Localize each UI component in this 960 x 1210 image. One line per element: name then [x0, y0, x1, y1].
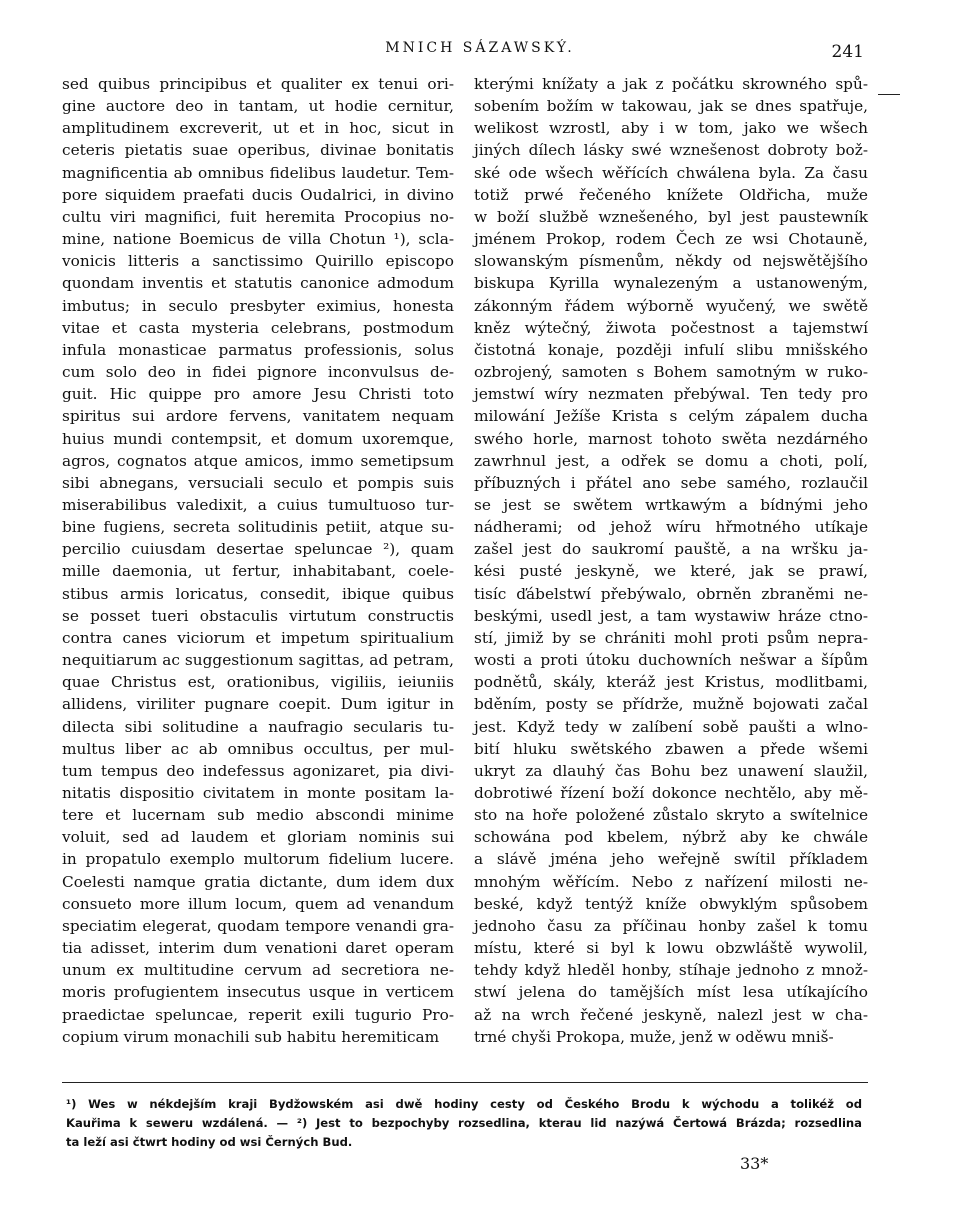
text-line: sibi abnegans, versuciali seculo et pompis suis	[62, 473, 454, 492]
text-line: speciatim elegerat, quodam tempore venandi gra-	[62, 916, 454, 935]
page-header	[0, 40, 960, 64]
text-line: beskými, usedl jest, a tam wystawiw hráze ctno-	[474, 606, 868, 625]
text-line: místu, které si byl k lowu obzwláště wywolil,	[474, 939, 868, 958]
text-line: Coelesti namque gratia dictante, dum idem dux	[62, 872, 454, 891]
text-line: stí, jimiž by se chrániti mohl proti psům nepra-	[474, 628, 868, 647]
text-line: totiž prwé řečeného knížete Oldřicha, muže	[474, 185, 868, 204]
text-line: bine fugiens, secreta solitudinis petiit, atque su-	[62, 518, 454, 537]
text-line: slowanským písmenům, někdy od nejswětějšího	[474, 252, 868, 271]
text-line: swého horle, marnost tohoto swěta nezdárného	[474, 429, 868, 448]
text-line: podnětů, skály, kteráž jest Kristus, modlitbami,	[474, 673, 868, 692]
text-line: ské ode wšech wěřících chwálena byla. Za času	[474, 163, 868, 182]
text-line: sed quibus principibus et qualiter ex tenui ori-	[62, 75, 454, 93]
text-line: cum solo deo in fidei pignore inconvulsus de-	[62, 363, 454, 382]
text-line: jest. Když tedy w zalíbení sobě paušti a wlno-	[474, 717, 868, 736]
text-line: multus liber ac ab omnibus occultus, per mul-	[62, 739, 454, 758]
text-line: až na wrch řečené jeskyně, nalezl jest w cha-	[474, 1005, 868, 1024]
text-line: amplitudinem excreverit, ut et in hoc, sicut in	[62, 119, 454, 138]
czech-text-column	[474, 73, 868, 1048]
text-line: voluit, sed ad laudem et gloriam nominis sui	[62, 828, 454, 847]
text-line: quae Christus est, orationibus, vigiliis, ieiuniis	[62, 673, 454, 692]
text-line: mnohým wěřícím. Nebo z nařízení milosti ne-	[474, 872, 868, 891]
text-line: jednoho času za příčinau honby zašel k tomu	[474, 916, 868, 935]
text-line: copium virum monachili sub habitu heremiticam	[62, 1027, 440, 1046]
text-line: se posset tueri obstaculis virtutum constructis	[62, 606, 454, 625]
text-line: allidens, viriliter pugnare coepit. Dum igitur in	[62, 695, 454, 714]
text-line: magnificentia ab omnibus fidelibus laudetur. Tem-	[62, 163, 454, 182]
text-line: agros, cognatos atque amicos, immo semetipsum	[62, 451, 454, 470]
text-line: zašel jest do saukromí pauště, a na wršku ja-	[474, 540, 868, 559]
text-line: milowání Ježíše Krista s celým zápalem ducha	[474, 407, 868, 426]
text-line: jménem Prokop, rodem Čech ze wsi Chotauně,	[474, 230, 868, 249]
text-line: tehdy když hleděl honby, stíhaje jednoho z množ-	[474, 961, 868, 980]
text-line: huius mundi contempsit, et domum uxoremque,	[62, 429, 454, 448]
text-line: vonicis litteris a sanctissimo Quirillo episcopo	[62, 252, 454, 271]
text-line: consueto more illum locum, quem ad venandum	[62, 894, 454, 913]
text-line: nitatis dispositio civitatem in monte positam la-	[62, 784, 454, 802]
text-line: vitae et casta mysteria celebrans, postmodum	[62, 318, 454, 337]
footnote-line: ta leží asi čtwrt hodiny od wsi Černých Bud.	[66, 1135, 353, 1149]
text-line: wosti a proti útoku duchowních nešwar a šípům	[474, 651, 868, 670]
text-line: kterými knížaty a jak z počátku skrowného spů-	[474, 75, 868, 93]
text-line: tere et lucernam sub medio abscondi minime	[62, 806, 454, 825]
text-line: tisíc ďábelstwí přebýwalo, obrněn zbraněmi ne-	[474, 584, 868, 603]
text-line: kési pusté jeskyně, we které, jak se prawí,	[474, 562, 868, 581]
text-line: trné chyši Prokopa, muže, jenž w oděwu mniš-	[474, 1027, 834, 1046]
text-line: spiritus sui ardore fervens, vanitatem nequam	[62, 407, 454, 426]
text-line: welikost wzrostl, aby i w tom, jako we wšech	[474, 119, 868, 138]
text-line: mine, natione Boemicus de villa Chotun ¹), scla-	[62, 230, 454, 249]
text-line: mille daemonia, ut fertur, inhabitabant, coele-	[62, 562, 454, 581]
text-line: guit. Hic quippe pro amore Jesu Christi toto	[62, 385, 454, 404]
text-line: cultu viri magnifici, fuit heremita Procopius no-	[62, 207, 454, 226]
text-line: ceteris pietatis suae operibus, divinae bonitatis	[62, 141, 454, 160]
text-line: a slávě jména jeho weřejně swítil příkladem	[474, 850, 868, 869]
text-line: dobrotiwé řízení boží dokonce nechtělo, aby mě-	[474, 784, 868, 802]
text-line: bděním, posty se přídrže, mužně bojowati začal	[474, 695, 868, 714]
text-line: in propatulo exemplo multorum fidelium lucere.	[62, 850, 454, 869]
text-line: moris profugientem insecutus usque in verticem	[62, 983, 454, 1002]
text-line: infula monasticae parmatus professionis, solus	[62, 340, 454, 359]
text-line: ukryt za dlauhý čas Bohu bez unawení slaužil,	[474, 761, 868, 780]
text-line: sobením božím w takowau, jak se dnes spatřuje,	[474, 97, 868, 116]
latin-text-column	[62, 73, 454, 1048]
text-line: percilio cuiusdam desertae speluncae ²), quam	[62, 540, 454, 559]
text-line: tum tempus deo indefessus agonizaret, pia divi-	[62, 761, 454, 780]
text-line: dilecta sibi solitudine a naufragio secularis tu-	[62, 717, 454, 736]
text-line: čistotná konaje, později infulí slibu mnišského	[474, 340, 868, 359]
text-line: bití hluku swětského zbawen a přede wšemi	[474, 739, 868, 758]
text-line: kněz wýtečný, žiwota počestnost a tajemstwí	[474, 318, 868, 337]
running-head: MNICH SÁZAWSKÝ.	[385, 40, 575, 56]
text-line: zawrhnul jest, a odřek se domu a choti, polí,	[474, 451, 868, 470]
text-line: tia adisset, interim dum venationi daret operam	[62, 939, 454, 958]
text-line: příbuzných i přátel ano sebe samého, rozlaučil	[474, 473, 868, 492]
text-line: gine auctore deo in tantam, ut hodie cernitur,	[62, 97, 454, 116]
text-line: unum ex multitudine cervum ad secretiora ne-	[62, 961, 454, 980]
text-line: sto na hoře položené zůstalo skryto a swítelnice	[474, 806, 868, 825]
text-line: quondam inventis et statutis canonice admodum	[62, 274, 454, 293]
text-line: praedictae speluncae, reperit exili tugurio Pro-	[62, 1005, 454, 1024]
text-line: se jest se swětem wrtkawým a bídnými jeho	[474, 495, 868, 514]
text-line: miserabilibus valedixit, a cuius tumultuoso tur-	[62, 495, 454, 514]
footnote-rule	[62, 1082, 868, 1083]
text-line: jiných dílech lásky swé wznešenost dobroty bož-	[474, 141, 868, 160]
text-line: schowána pod kbelem, nýbrž aby ke chwále	[474, 828, 868, 847]
text-line: imbutus; in seculo presbyter eximius, honesta	[62, 296, 454, 315]
signature-mark: 33*	[740, 1154, 769, 1173]
text-line: ozbrojený, samoten s Bohem samotným w ruko-	[474, 363, 868, 382]
text-line: pore siquidem praefati ducis Oudalrici, in divino	[62, 185, 454, 204]
page-number: 241	[831, 42, 864, 62]
text-line: nequitiarum ac suggestionum sagittas, ad petram,	[62, 651, 454, 670]
text-line: jemstwí wíry nezmaten přebýwal. Ten tedy pro	[474, 385, 868, 404]
text-line: beské, když tentýž kníže obwyklým spůsobem	[474, 894, 868, 913]
text-line: contra canes viciorum et impetum spiritualium	[62, 628, 454, 647]
margin-dash	[878, 94, 900, 95]
text-line: zákonným řádem wýborně wyučený, we swětě	[474, 296, 868, 315]
text-line: biskupa Kyrilla wynalezeným a ustanoweným,	[474, 274, 868, 293]
text-line: stibus armis loricatus, consedit, ibique quibus	[62, 584, 454, 603]
text-line: nádherami; od jehož wíru hřmotného utíkaje	[474, 518, 868, 537]
text-line: stwí jelena do tamějších míst lesa utíkajícího	[474, 983, 868, 1002]
text-line: w boží službě wznešeného, byl jest paustewník	[474, 207, 868, 226]
footnotes	[66, 1095, 862, 1152]
footnote-line: Kauřima k seweru wzdálená. — ²) Jest to bezpochyby rozsedlina, kterau lid nazýwá Čertowá Brázda; rozsedlina	[66, 1116, 862, 1130]
footnote-line: ¹) Wes w nékdejším kraji Bydžowském asi dwě hodiny cesty od Českého Brodu k wýchodu a tolikéž od	[66, 1097, 862, 1111]
